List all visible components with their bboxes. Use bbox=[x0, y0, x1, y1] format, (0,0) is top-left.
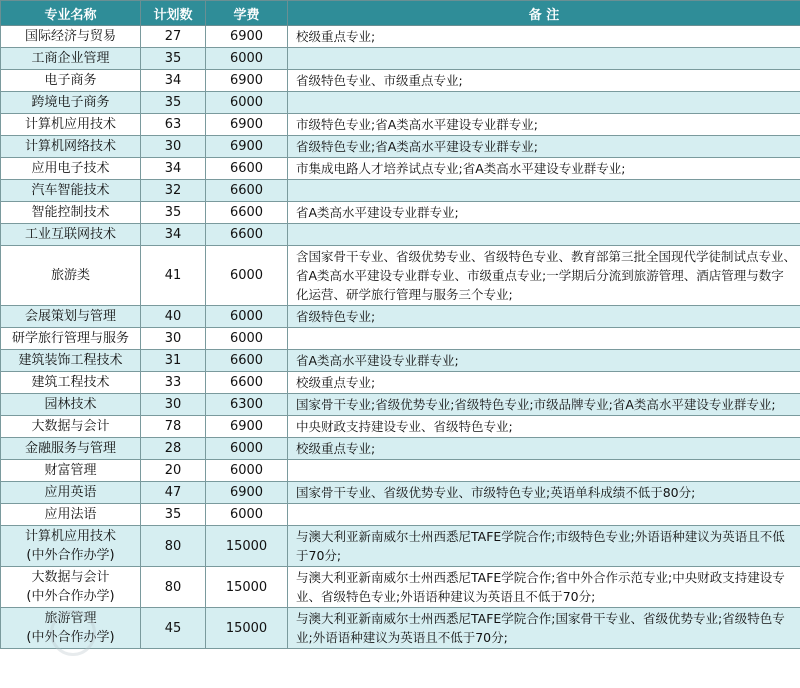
major-name-cell: 汽车智能技术 bbox=[1, 180, 141, 202]
table-row bbox=[1, 26, 800, 48]
table-row bbox=[1, 394, 800, 416]
remarks-cell bbox=[288, 92, 800, 114]
plan-count-cell: 80 bbox=[141, 567, 206, 608]
remarks-cell: 校级重点专业; bbox=[288, 26, 800, 48]
table-header-row bbox=[1, 1, 800, 26]
header-plan-count: 计划数 bbox=[141, 1, 206, 26]
major-name-cell: 大数据与会计 bbox=[1, 416, 141, 438]
tuition-cell: 6000 bbox=[206, 306, 288, 328]
major-name-cell: 财富管理 bbox=[1, 460, 141, 482]
major-name-cell: 国际经济与贸易 bbox=[1, 26, 141, 48]
plan-count-cell: 47 bbox=[141, 482, 206, 504]
remarks-cell bbox=[288, 48, 800, 70]
table-row bbox=[1, 224, 800, 246]
plan-count-cell: 20 bbox=[141, 460, 206, 482]
table-row bbox=[1, 608, 800, 649]
table-row bbox=[1, 372, 800, 394]
table-row bbox=[1, 482, 800, 504]
remarks-cell: 与澳大利亚新南威尔士州西悉尼TAFE学院合作;国家骨干专业、省级优势专业;省级特色专业;外语语种建议为英语且不低于70分; bbox=[288, 608, 800, 649]
major-name-cell: 工商企业管理 bbox=[1, 48, 141, 70]
major-name-cell: 计算机应用技术 bbox=[1, 114, 141, 136]
table-row bbox=[1, 202, 800, 224]
tuition-cell: 6600 bbox=[206, 158, 288, 180]
tuition-cell: 6600 bbox=[206, 372, 288, 394]
table-row bbox=[1, 158, 800, 180]
major-name-cell: 计算机应用技术 (中外合作办学) bbox=[1, 526, 141, 567]
remarks-cell: 省级特色专业; bbox=[288, 306, 800, 328]
plan-count-cell: 40 bbox=[141, 306, 206, 328]
remarks-cell: 校级重点专业; bbox=[288, 372, 800, 394]
remarks-cell: 省A类高水平建设专业群专业; bbox=[288, 202, 800, 224]
major-name-cell: 会展策划与管理 bbox=[1, 306, 141, 328]
remarks-cell bbox=[288, 504, 800, 526]
plan-count-cell: 31 bbox=[141, 350, 206, 372]
remarks-cell: 国家骨干专业、省级优势专业、市级特色专业;英语单科成绩不低于80分; bbox=[288, 482, 800, 504]
table-row bbox=[1, 504, 800, 526]
major-name-cell: 金融服务与管理 bbox=[1, 438, 141, 460]
tuition-cell: 6900 bbox=[206, 416, 288, 438]
plan-count-cell: 28 bbox=[141, 438, 206, 460]
tuition-cell: 6600 bbox=[206, 180, 288, 202]
tuition-cell: 6000 bbox=[206, 92, 288, 114]
plan-count-cell: 35 bbox=[141, 92, 206, 114]
remarks-cell: 与澳大利亚新南威尔士州西悉尼TAFE学院合作;省中外合作示范专业;中央财政支持建设专业、省级特色专业;外语语种建议为英语且不低于70分; bbox=[288, 567, 800, 608]
major-name-cell: 旅游类 bbox=[1, 246, 141, 306]
major-name-cell: 跨境电子商务 bbox=[1, 92, 141, 114]
plan-count-cell: 30 bbox=[141, 328, 206, 350]
plan-count-cell: 35 bbox=[141, 504, 206, 526]
remarks-cell: 含国家骨干专业、省级优势专业、省级特色专业、教育部第三批全国现代学徒制试点专业、省A类高水平建设专业群专业、市级重点专业;一学期后分流到旅游管理、酒店管理与数字化运营、研学旅行管理与服务三个专业; bbox=[288, 246, 800, 306]
table-row bbox=[1, 350, 800, 372]
major-name-cell: 建筑装饰工程技术 bbox=[1, 350, 141, 372]
table-row bbox=[1, 416, 800, 438]
remarks-cell bbox=[288, 460, 800, 482]
major-name-cell: 电子商务 bbox=[1, 70, 141, 92]
tuition-cell: 6600 bbox=[206, 350, 288, 372]
plan-count-cell: 33 bbox=[141, 372, 206, 394]
major-name-cell: 大数据与会计 (中外合作办学) bbox=[1, 567, 141, 608]
tuition-cell: 15000 bbox=[206, 608, 288, 649]
remarks-cell: 省A类高水平建设专业群专业; bbox=[288, 350, 800, 372]
table-row bbox=[1, 48, 800, 70]
plan-count-cell: 30 bbox=[141, 136, 206, 158]
tuition-cell: 6900 bbox=[206, 482, 288, 504]
tuition-cell: 6900 bbox=[206, 114, 288, 136]
tuition-cell: 6900 bbox=[206, 70, 288, 92]
header-tuition: 学费 bbox=[206, 1, 288, 26]
table-row bbox=[1, 246, 800, 306]
remarks-cell: 省级特色专业;省A类高水平建设专业群专业; bbox=[288, 136, 800, 158]
table-row bbox=[1, 92, 800, 114]
tuition-cell: 6000 bbox=[206, 504, 288, 526]
plan-count-cell: 27 bbox=[141, 26, 206, 48]
table-row bbox=[1, 526, 800, 567]
table-row bbox=[1, 306, 800, 328]
tuition-cell: 6900 bbox=[206, 136, 288, 158]
tuition-cell: 15000 bbox=[206, 526, 288, 567]
tuition-cell: 6900 bbox=[206, 26, 288, 48]
remarks-cell: 与澳大利亚新南威尔士州西悉尼TAFE学院合作;市级特色专业;外语语种建议为英语且不低于70分; bbox=[288, 526, 800, 567]
tuition-cell: 6000 bbox=[206, 48, 288, 70]
plan-count-cell: 34 bbox=[141, 158, 206, 180]
tuition-cell: 6000 bbox=[206, 328, 288, 350]
major-name-cell: 园林技术 bbox=[1, 394, 141, 416]
table-row bbox=[1, 567, 800, 608]
major-name-cell: 建筑工程技术 bbox=[1, 372, 141, 394]
plan-count-cell: 63 bbox=[141, 114, 206, 136]
table-row bbox=[1, 460, 800, 482]
major-name-cell: 工业互联网技术 bbox=[1, 224, 141, 246]
plan-count-cell: 41 bbox=[141, 246, 206, 306]
remarks-cell: 省级特色专业、市级重点专业; bbox=[288, 70, 800, 92]
tuition-cell: 6300 bbox=[206, 394, 288, 416]
remarks-cell: 中央财政支持建设专业、省级特色专业; bbox=[288, 416, 800, 438]
tuition-cell: 6600 bbox=[206, 224, 288, 246]
remarks-cell: 市级特色专业;省A类高水平建设专业群专业; bbox=[288, 114, 800, 136]
plan-count-cell: 35 bbox=[141, 202, 206, 224]
plan-count-cell: 78 bbox=[141, 416, 206, 438]
plan-count-cell: 30 bbox=[141, 394, 206, 416]
remarks-cell bbox=[288, 328, 800, 350]
major-name-cell: 研学旅行管理与服务 bbox=[1, 328, 141, 350]
major-name-cell: 应用电子技术 bbox=[1, 158, 141, 180]
table-row bbox=[1, 328, 800, 350]
table-row bbox=[1, 438, 800, 460]
remarks-cell: 市集成电路人才培养试点专业;省A类高水平建设专业群专业; bbox=[288, 158, 800, 180]
table-row bbox=[1, 180, 800, 202]
tuition-cell: 6600 bbox=[206, 202, 288, 224]
remarks-cell: 校级重点专业; bbox=[288, 438, 800, 460]
plan-count-cell: 34 bbox=[141, 224, 206, 246]
tuition-cell: 6000 bbox=[206, 460, 288, 482]
plan-count-cell: 32 bbox=[141, 180, 206, 202]
remarks-cell bbox=[288, 224, 800, 246]
remarks-cell: 国家骨干专业;省级优势专业;省级特色专业;市级品牌专业;省A类高水平建设专业群专业; bbox=[288, 394, 800, 416]
major-name-cell: 应用法语 bbox=[1, 504, 141, 526]
header-remarks: 备 注 bbox=[288, 1, 800, 26]
major-name-cell: 应用英语 bbox=[1, 482, 141, 504]
plan-count-cell: 34 bbox=[141, 70, 206, 92]
tuition-cell: 6000 bbox=[206, 438, 288, 460]
tuition-cell: 15000 bbox=[206, 567, 288, 608]
table-row bbox=[1, 114, 800, 136]
remarks-cell bbox=[288, 180, 800, 202]
table-body bbox=[1, 26, 800, 649]
tuition-cell: 6000 bbox=[206, 246, 288, 306]
header-major-name: 专业名称 bbox=[1, 1, 141, 26]
table-row bbox=[1, 70, 800, 92]
table-row bbox=[1, 136, 800, 158]
plan-count-cell: 45 bbox=[141, 608, 206, 649]
plan-count-cell: 35 bbox=[141, 48, 206, 70]
major-name-cell: 计算机网络技术 bbox=[1, 136, 141, 158]
major-name-cell: 智能控制技术 bbox=[1, 202, 141, 224]
major-name-cell: 旅游管理 (中外合作办学) bbox=[1, 608, 141, 649]
plan-count-cell: 80 bbox=[141, 526, 206, 567]
